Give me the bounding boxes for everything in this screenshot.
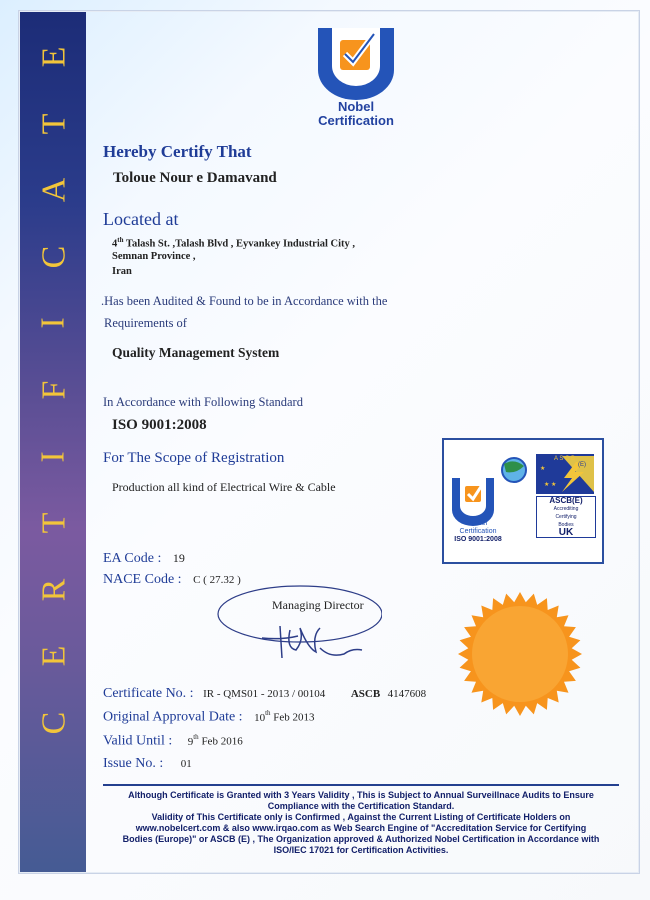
banner-letter: I bbox=[34, 317, 72, 330]
footer-line: www.nobelcert.com & also www.irqao.com as Web Search Engine of "Accreditation Service for Certifying bbox=[135, 823, 587, 833]
ea-code bbox=[103, 551, 185, 567]
address-line-3: Iran bbox=[112, 266, 132, 277]
mark-certification: Certification bbox=[459, 528, 497, 535]
svg-text:★: ★ bbox=[540, 466, 546, 472]
standard-value: ISO 9001:2008 bbox=[112, 417, 207, 433]
footer-line: Bodies (Europe)" or ASCB (E) , The Organization approved & Authorized Nobel Certification in Accordance with bbox=[122, 834, 600, 844]
footer-line: Although Certificate is Granted with 3 Years Validity , This is Subject to Annual Surveillnace Audits to Ensure bbox=[128, 790, 594, 800]
banner-letter: R bbox=[35, 578, 72, 602]
system-name: Quality Management System bbox=[112, 345, 280, 360]
banner-letter: A bbox=[35, 177, 72, 203]
scope-label: For The Scope of Registration bbox=[103, 450, 285, 466]
side-banner-text bbox=[24, 40, 84, 740]
address-rest: Talash St. ,Talash Blvd , Eyvankey Industrial City , bbox=[123, 238, 356, 250]
nace-code-value: C ( 27.32 ) bbox=[193, 574, 241, 586]
valid-until-day: 9 bbox=[187, 735, 194, 748]
footer-line: Compliance with the Certification Standard. bbox=[267, 801, 455, 811]
audited-line-2: Requirements of bbox=[104, 316, 187, 330]
ascb-label: ASCB bbox=[350, 688, 381, 700]
banner-letter: E bbox=[35, 645, 72, 667]
signature-drawing bbox=[212, 578, 382, 673]
original-approval-label: Original Approval Date : bbox=[103, 709, 243, 725]
mark-nobel: Nobel bbox=[468, 520, 488, 527]
ascb-value: 4147608 bbox=[387, 688, 427, 700]
banner-letter: C bbox=[35, 711, 72, 735]
certificate-no bbox=[103, 686, 426, 702]
banner-letter: F bbox=[34, 380, 72, 400]
original-approval-rest: Feb 2013 bbox=[270, 711, 315, 724]
mark-ascb-name: ASCB(E) bbox=[549, 496, 583, 505]
seal-center bbox=[472, 606, 568, 702]
banner-letter: T bbox=[35, 113, 72, 134]
valid-until bbox=[103, 733, 243, 750]
located-label: Located at bbox=[103, 209, 179, 229]
original-approval-day: 10 bbox=[254, 711, 266, 724]
issue-no-value: 01 bbox=[180, 758, 192, 770]
logo-text-nobel: Nobel bbox=[337, 99, 375, 114]
footer-line: ISO/IEC 17021 for Certification Activities. bbox=[273, 845, 449, 855]
logo-text-certification: Certification bbox=[318, 113, 394, 128]
certificate-no-label: Certificate No. : bbox=[103, 686, 194, 701]
heading-certify: Hereby Certify That bbox=[103, 142, 252, 161]
gold-seal-icon bbox=[456, 590, 584, 718]
original-approval-sup: th bbox=[265, 709, 271, 717]
original-approval bbox=[103, 709, 315, 726]
mark-ascb-e: (E) bbox=[578, 462, 586, 468]
valid-until-rest: Feb 2016 bbox=[198, 735, 243, 748]
banner-letter: C bbox=[35, 245, 72, 269]
footer-line: Validity of This Certificate only is Confirmed , Against the Current Listing of Certificate Holders on bbox=[151, 812, 571, 822]
mark-ascb-sub1: Accrediting bbox=[553, 506, 579, 512]
nace-code-label: NACE Code : bbox=[103, 572, 182, 587]
svg-text:★ ★: ★ ★ bbox=[544, 482, 557, 488]
mark-ascb-country: UK bbox=[558, 527, 574, 538]
certificate-no-value: IR - QMS01 - 2013 / 00104 bbox=[203, 688, 326, 700]
valid-until-label: Valid Until : bbox=[103, 733, 173, 749]
standard-label: In Accordance with Following Standard bbox=[103, 395, 303, 409]
address-num: 4 bbox=[112, 238, 118, 250]
banner-letter: I bbox=[34, 450, 72, 463]
mark-ascb-letters: A S C B bbox=[554, 456, 576, 462]
address-line-2: Semnan Province , bbox=[112, 251, 196, 262]
ea-code-label: EA Code : bbox=[103, 551, 162, 566]
issue-no bbox=[103, 756, 192, 772]
address-sup: th bbox=[117, 236, 124, 244]
mark-ascb-sub2: Certifying bbox=[555, 514, 577, 520]
banner-letter: E bbox=[35, 46, 72, 68]
banner-letter: T bbox=[35, 512, 72, 534]
ea-code-value: 19 bbox=[172, 551, 185, 565]
issue-no-label: Issue No. : bbox=[103, 756, 164, 771]
scope-value: Production all kind of Electrical Wire & Cable bbox=[112, 480, 336, 494]
accreditation-mark bbox=[442, 438, 604, 564]
address-line-1 bbox=[112, 236, 355, 250]
nobel-check-icon bbox=[308, 20, 404, 100]
nobel-logo bbox=[304, 20, 408, 128]
mark-ascb-sub3: Bodies bbox=[558, 522, 574, 528]
footer-notice bbox=[103, 784, 619, 856]
managing-director-label: Managing Director bbox=[272, 598, 364, 612]
audited-line-1: .Has been Audited & Found to be in Accordance with the bbox=[101, 294, 388, 308]
valid-until-sup: th bbox=[193, 733, 199, 741]
company-name: Toloue Nour e Damavand bbox=[113, 170, 277, 186]
mark-iso: ISO 9001:2008 bbox=[454, 536, 502, 543]
